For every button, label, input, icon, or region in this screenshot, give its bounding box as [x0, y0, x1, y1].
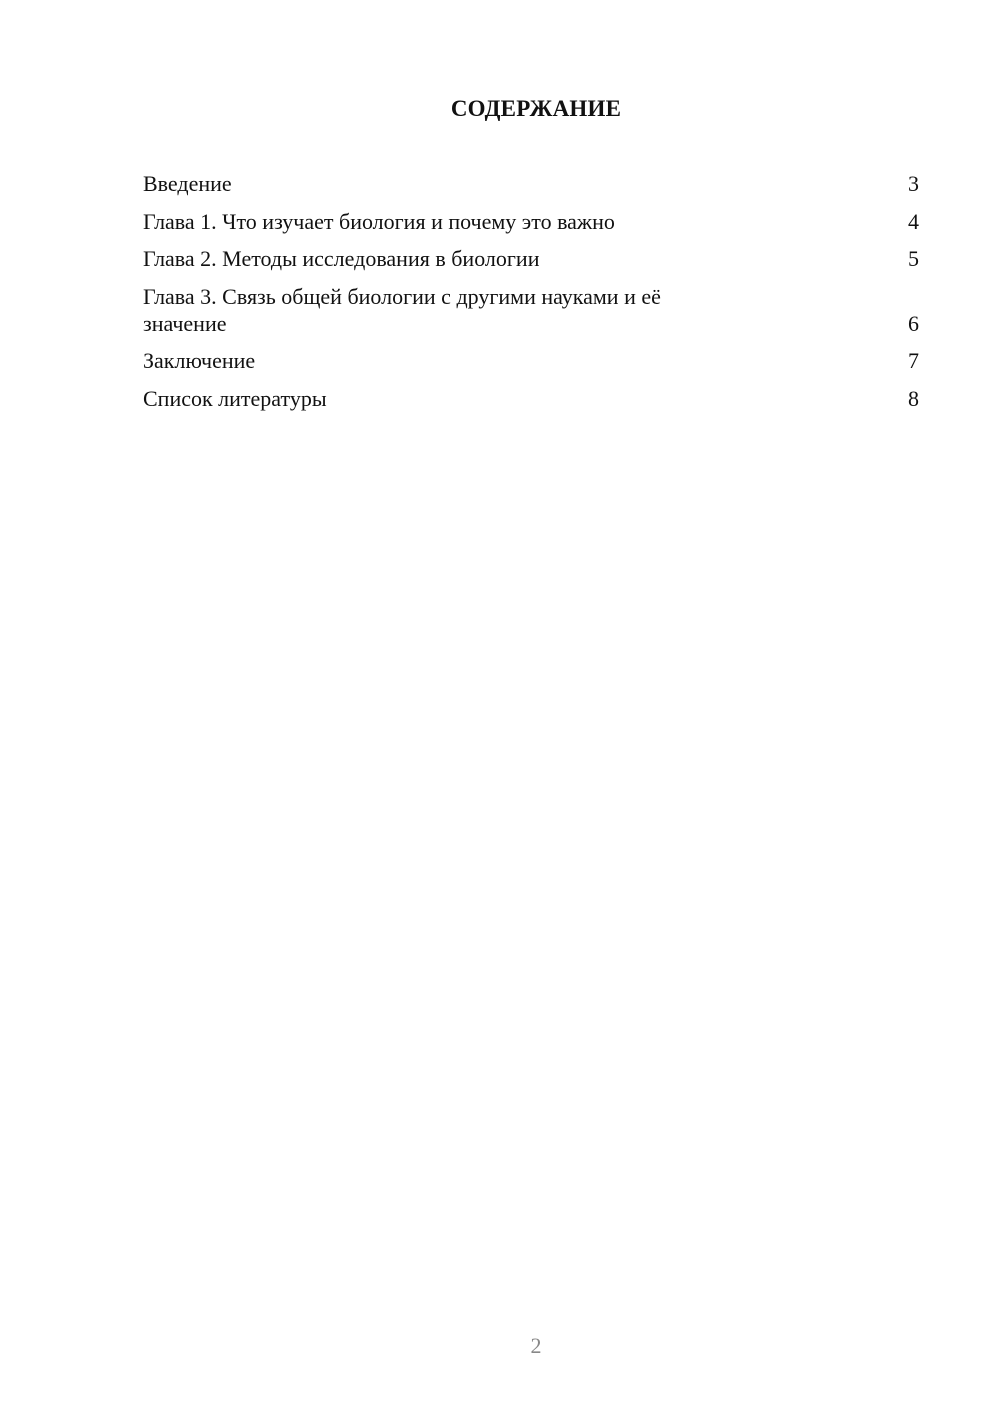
page-title: СОДЕРЖАНИЕ: [450, 96, 622, 121]
toc-entry-chapter-1: [143, 208, 919, 235]
toc-entry-references: [143, 385, 919, 412]
toc-entry-title: Список литературы: [143, 385, 327, 411]
toc-entry-title: Глава 3. Связь общей биологии с другими науками и её значение: [143, 283, 661, 336]
toc-entry-page: 6: [908, 310, 919, 336]
toc-entry-chapter-2: [143, 245, 919, 272]
toc-entry-conclusion: [143, 347, 919, 374]
toc-entry-page: 3: [908, 171, 919, 196]
toc-entry-title: Введение: [143, 171, 232, 196]
toc-entry-page: 8: [908, 385, 919, 411]
toc-entry-page: 5: [908, 246, 919, 271]
toc-entry-title: Глава 1. Что изучает биология и почему это важно: [143, 208, 615, 234]
toc-entry-title: Заключение: [143, 348, 256, 373]
toc-entry-introduction: [143, 170, 919, 197]
toc-entry-title: Глава 2. Методы исследования в биологии: [143, 246, 540, 271]
page-number: 2: [530, 1333, 542, 1358]
toc-entry-page: 7: [908, 348, 919, 373]
toc-entry-page: 4: [908, 208, 919, 234]
table-of-contents: [143, 170, 919, 422]
toc-entry-chapter-3: [143, 283, 919, 337]
